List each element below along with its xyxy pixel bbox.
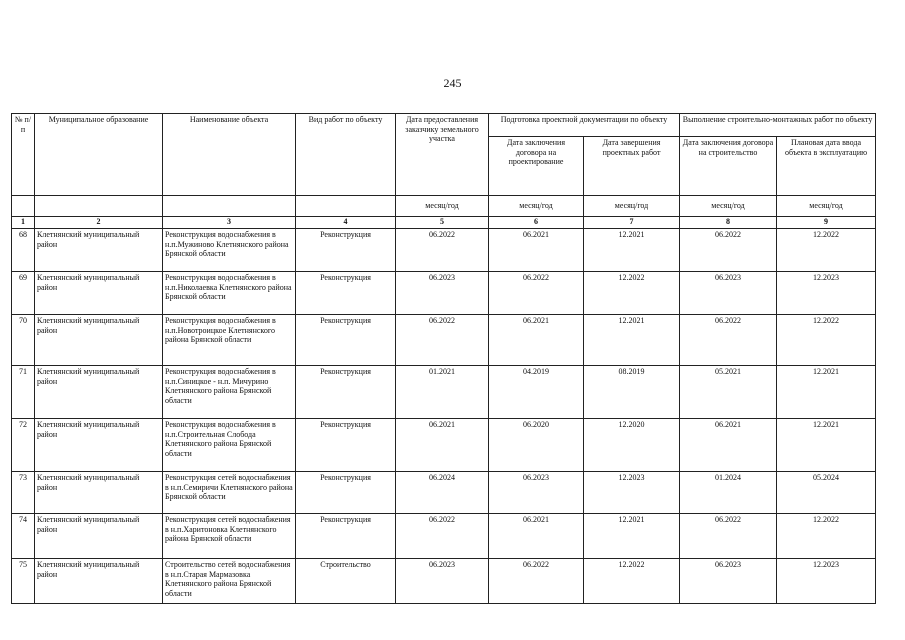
- table-row: [12, 419, 876, 472]
- header-num: № п/п: [12, 114, 35, 196]
- row-design-contract: 06.2022: [489, 559, 584, 604]
- row-construction-contract: 01.2024: [680, 472, 777, 514]
- row-municipality: Клетнянский муниципальный район: [35, 272, 163, 315]
- row-design-completion: 12.2021: [584, 514, 680, 559]
- row-work-type: Реконструкция: [296, 472, 396, 514]
- column-number: 3: [163, 217, 296, 229]
- header-land-date: Дата предоставления заказчику земельного участка: [396, 114, 489, 196]
- row-municipality: Клетнянский муниципальный район: [35, 229, 163, 272]
- row-municipality: Клетнянский муниципальный район: [35, 315, 163, 366]
- header-commissioning: Плановая дата ввода объекта в эксплуатацию: [777, 137, 876, 196]
- row-construction-contract: 06.2022: [680, 315, 777, 366]
- row-design-contract: 06.2020: [489, 419, 584, 472]
- column-number: 2: [35, 217, 163, 229]
- row-commissioning: 12.2022: [777, 514, 876, 559]
- page-number: 245: [443, 76, 462, 90]
- table-row: [12, 514, 876, 559]
- row-work-type: Реконструкция: [296, 366, 396, 419]
- row-land-date: 06.2021: [396, 419, 489, 472]
- row-num: 73: [12, 472, 35, 514]
- header-design-group: Подготовка проектной документации по объекту: [489, 114, 680, 137]
- row-construction-contract: 06.2021: [680, 419, 777, 472]
- row-commissioning: 12.2023: [777, 272, 876, 315]
- row-object: Строительство сетей водоснабжения в н.п.Старая Мармазовка Клетнянского района Брянской области: [163, 559, 296, 604]
- row-work-type: Строительство: [296, 559, 396, 604]
- column-number: 4: [296, 217, 396, 229]
- row-design-contract: 04.2019: [489, 366, 584, 419]
- row-land-date: 06.2024: [396, 472, 489, 514]
- header-work-type: Вид работ по объекту: [296, 114, 396, 196]
- row-design-contract: 06.2021: [489, 229, 584, 272]
- objects-table: [11, 113, 876, 604]
- table-row: [12, 315, 876, 366]
- table-row: [12, 366, 876, 419]
- header-design-completion: Дата завершения проектных работ: [584, 137, 680, 196]
- row-land-date: 06.2023: [396, 272, 489, 315]
- row-num: 74: [12, 514, 35, 559]
- row-commissioning: 12.2021: [777, 419, 876, 472]
- unit-cell: месяц/год: [396, 196, 489, 217]
- row-construction-contract: 05.2021: [680, 366, 777, 419]
- unit-cell: месяц/год: [680, 196, 777, 217]
- row-municipality: Клетнянский муниципальный район: [35, 366, 163, 419]
- row-work-type: Реконструкция: [296, 514, 396, 559]
- row-num: 69: [12, 272, 35, 315]
- unit-cell-empty: [296, 196, 396, 217]
- row-num: 75: [12, 559, 35, 604]
- row-municipality: Клетнянский муниципальный район: [35, 559, 163, 604]
- row-design-contract: 06.2021: [489, 514, 584, 559]
- header-design-contract: Дата заключения договора на проектирование: [489, 137, 584, 196]
- row-design-completion: 12.2020: [584, 419, 680, 472]
- row-num: 71: [12, 366, 35, 419]
- column-number: 1: [12, 217, 35, 229]
- row-object: Реконструкция сетей водоснабжения в н.п.Семиричи Клетнянского района Брянской области: [163, 472, 296, 514]
- row-commissioning: 12.2022: [777, 229, 876, 272]
- row-land-date: 06.2023: [396, 559, 489, 604]
- column-number: 5: [396, 217, 489, 229]
- row-num: 70: [12, 315, 35, 366]
- table-row: [12, 559, 876, 604]
- row-work-type: Реконструкция: [296, 229, 396, 272]
- row-commissioning: 12.2023: [777, 559, 876, 604]
- row-construction-contract: 06.2022: [680, 514, 777, 559]
- header-object: Наименование объекта: [163, 114, 296, 196]
- table-row: [12, 472, 876, 514]
- row-object: Реконструкция водоснабжения в н.п.Мужиново Клетнянского района Брянской области: [163, 229, 296, 272]
- row-design-completion: 08.2019: [584, 366, 680, 419]
- header-construction-contract: Дата заключения договора на строительство: [680, 137, 777, 196]
- unit-cell: месяц/год: [584, 196, 680, 217]
- row-commissioning: 12.2021: [777, 366, 876, 419]
- row-object: Реконструкция водоснабжения в н.п.Строительная Слобода Клетнянского района Брянской области: [163, 419, 296, 472]
- row-object: Реконструкция водоснабжения в н.п.Новотроицкое Клетнянского района Брянской области: [163, 315, 296, 366]
- row-municipality: Клетнянский муниципальный район: [35, 514, 163, 559]
- table-row: [12, 229, 876, 272]
- row-work-type: Реконструкция: [296, 315, 396, 366]
- row-design-contract: 06.2021: [489, 315, 584, 366]
- row-design-completion: 12.2022: [584, 559, 680, 604]
- row-construction-contract: 06.2022: [680, 229, 777, 272]
- row-construction-contract: 06.2023: [680, 272, 777, 315]
- row-design-completion: 12.2021: [584, 315, 680, 366]
- unit-cell-empty: [163, 196, 296, 217]
- unit-cell: месяц/год: [489, 196, 584, 217]
- row-num: 68: [12, 229, 35, 272]
- row-object: Реконструкция водоснабжения в н.п.Николаевка Клетнянского района Брянской области: [163, 272, 296, 315]
- unit-cell-empty: [35, 196, 163, 217]
- row-commissioning: 12.2022: [777, 315, 876, 366]
- row-work-type: Реконструкция: [296, 272, 396, 315]
- header-municipality: Муниципальное образование: [35, 114, 163, 196]
- row-work-type: Реконструкция: [296, 419, 396, 472]
- row-object: Реконструкция сетей водоснабжения в н.п.Харитоновка Клетнянского района Брянской области: [163, 514, 296, 559]
- row-municipality: Клетнянский муниципальный район: [35, 419, 163, 472]
- table-row: [12, 272, 876, 315]
- row-design-contract: 06.2022: [489, 272, 584, 315]
- column-number: 6: [489, 217, 584, 229]
- column-number: 7: [584, 217, 680, 229]
- unit-cell: месяц/год: [777, 196, 876, 217]
- row-design-completion: 12.2021: [584, 229, 680, 272]
- row-design-completion: 12.2023: [584, 472, 680, 514]
- row-commissioning: 05.2024: [777, 472, 876, 514]
- row-land-date: 06.2022: [396, 514, 489, 559]
- row-object: Реконструкция водоснабжения в н.п.Синицкое - н.п. Мичурино Клетнянского района Брянской области: [163, 366, 296, 419]
- row-design-contract: 06.2023: [489, 472, 584, 514]
- row-construction-contract: 06.2023: [680, 559, 777, 604]
- column-number: 9: [777, 217, 876, 229]
- column-number: 8: [680, 217, 777, 229]
- unit-cell-empty: [12, 196, 35, 217]
- row-num: 72: [12, 419, 35, 472]
- row-municipality: Клетнянский муниципальный район: [35, 472, 163, 514]
- row-land-date: 06.2022: [396, 315, 489, 366]
- row-land-date: 01.2021: [396, 366, 489, 419]
- row-land-date: 06.2022: [396, 229, 489, 272]
- header-construction-group: Выполнение строительно-монтажных работ по объекту: [680, 114, 876, 137]
- row-design-completion: 12.2022: [584, 272, 680, 315]
